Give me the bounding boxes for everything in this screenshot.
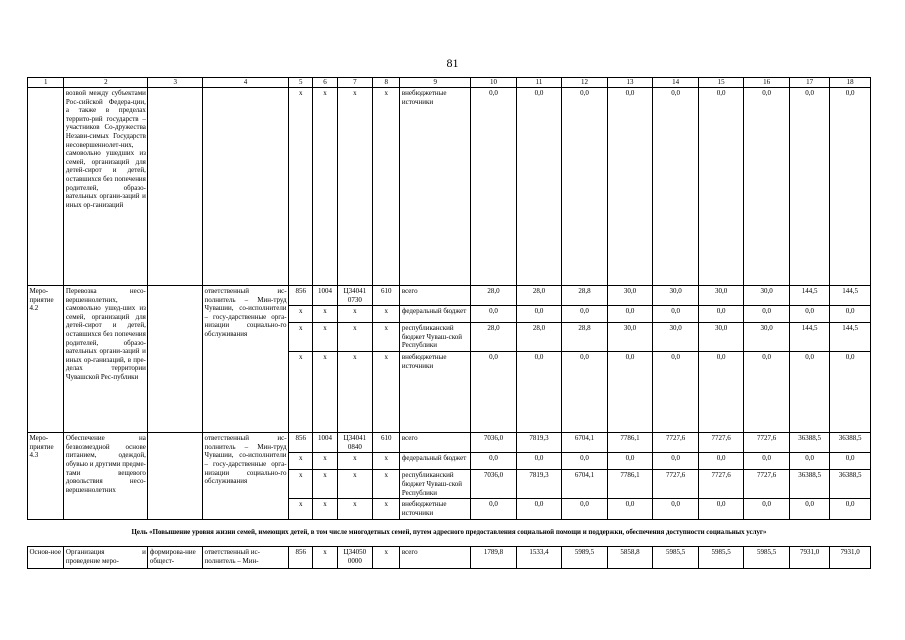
amount-cell: 28,0 <box>471 323 517 352</box>
amount-cell: 0,0 <box>516 306 562 323</box>
amount-cell: 0,0 <box>562 352 608 433</box>
code-cell: 610 <box>373 286 400 306</box>
amount-cell: 0,0 <box>607 88 653 286</box>
amount-cell: 144,5 <box>789 286 829 306</box>
table-cell <box>148 88 203 286</box>
amount-cell: 0,0 <box>698 453 744 470</box>
code-cell: 1004 <box>313 286 337 306</box>
code-cell: х <box>313 470 337 499</box>
code-cell: х <box>337 352 372 433</box>
amount-cell: 28,8 <box>562 286 608 306</box>
amount-cell: 0,0 <box>653 88 699 286</box>
amount-cell: 7727,6 <box>653 470 699 499</box>
column-header: 10 <box>471 78 517 88</box>
amount-cell: 0,0 <box>471 88 517 286</box>
amount-cell: 0,0 <box>830 88 871 286</box>
code-cell: 1004 <box>313 433 337 453</box>
code-cell: х <box>289 88 313 286</box>
amount-cell: 0,0 <box>830 306 871 323</box>
amount-cell: 0,0 <box>698 306 744 323</box>
code-cell: х <box>313 323 337 352</box>
amount-cell: 36388,5 <box>830 470 871 499</box>
amount-cell: 0,0 <box>471 453 517 470</box>
column-header: 14 <box>653 78 699 88</box>
amount-cell: 144,5 <box>789 323 829 352</box>
measure-title: Организация и проведение меро- <box>64 547 148 569</box>
executor-cell <box>203 88 289 286</box>
measure-title: Перевозка несо-вершеннолетних, самовольно ушед-ших из семей, организаций для детей-сирот и детей, оставшихся без попечения родителей, образо-вательных органи-заций и иных ор-ганизаций, в пре-делах территории Чувашской Рес-публики <box>64 286 148 433</box>
code-cell: х <box>373 352 400 433</box>
column-header: 18 <box>830 78 871 88</box>
amount-cell: 30,0 <box>744 323 790 352</box>
measure-label: Меро-приятие 4.2 <box>28 286 64 433</box>
table-row <box>28 547 871 569</box>
amount-cell: 5985,5 <box>698 547 744 569</box>
code-cell: х <box>289 499 313 519</box>
funding-source: федеральный бюджет <box>400 453 471 470</box>
amount-cell: 0,0 <box>698 499 744 519</box>
amount-cell: 0,0 <box>471 352 517 433</box>
amount-cell: 0,0 <box>607 306 653 323</box>
code-cell: 856 <box>289 547 313 569</box>
code-cell: х <box>313 499 337 519</box>
amount-cell: 30,0 <box>698 286 744 306</box>
amount-cell: 0,0 <box>744 306 790 323</box>
amount-cell: 7931,0 <box>789 547 829 569</box>
measure-label: Основ-ное <box>28 547 64 569</box>
code-cell: х <box>289 323 313 352</box>
amount-cell: 7931,0 <box>830 547 871 569</box>
amount-cell: 5985,5 <box>744 547 790 569</box>
amount-cell: 0,0 <box>653 306 699 323</box>
amount-cell: 0,0 <box>744 499 790 519</box>
column-header: 12 <box>562 78 608 88</box>
column-header: 8 <box>373 78 400 88</box>
amount-cell: 0,0 <box>830 453 871 470</box>
amount-cell: 0,0 <box>789 499 829 519</box>
code-cell: х <box>373 88 400 286</box>
code-cell: х <box>313 453 337 470</box>
measure-title: возвой между субъектами Рос-сийской Федера-ции, а также в пределах террито-рий государств – участников Со-дружества Незави-симых Государств несовершеннолет-них, самовольно ушедших из семей, организаций для детей-сирот и детей, оставшихся без попечения родителей, образо-вательных органи-заций и иных ор-ганизаций <box>64 88 148 286</box>
column-header: 9 <box>400 78 471 88</box>
amount-cell: 0,0 <box>653 453 699 470</box>
amount-cell: 0,0 <box>789 352 829 433</box>
goal-heading: Цель «Повышение уровня жизни семей, имеющих детей, в том числе многодетных семей, путем адресного предоставления социальной помощи и поддержки, обеспечения доступности социальных услуг» <box>28 519 871 547</box>
column-header: 3 <box>148 78 203 88</box>
amount-cell: 144,5 <box>830 323 871 352</box>
amount-cell: 36388,5 <box>830 433 871 453</box>
code-cell: 856 <box>289 286 313 306</box>
code-cell: х <box>337 470 372 499</box>
amount-cell: 144,5 <box>830 286 871 306</box>
amount-cell: 0,0 <box>789 453 829 470</box>
funding-source: внебюджетные источники <box>400 352 471 433</box>
amount-cell: 28,8 <box>562 323 608 352</box>
amount-cell: 36388,5 <box>789 433 829 453</box>
goal-row <box>28 519 871 547</box>
funding-source: республиканский бюджет Чуваш-ской Республики <box>400 323 471 352</box>
code-cell: х <box>373 306 400 323</box>
page-number: 81 <box>446 56 459 70</box>
funding-source: внебюджетные источники <box>400 88 471 286</box>
code-cell: х <box>289 352 313 433</box>
column-header: 4 <box>203 78 289 88</box>
column-header: 15 <box>698 78 744 88</box>
column-header: 1 <box>28 78 64 88</box>
code-cell: х <box>373 470 400 499</box>
code-cell: х <box>373 547 400 569</box>
code-cell: Ц34041 0840 <box>337 433 372 453</box>
code-cell: х <box>337 306 372 323</box>
amount-cell: 0,0 <box>607 453 653 470</box>
funding-source: внебюджетные источники <box>400 499 471 519</box>
amount-cell: 0,0 <box>562 88 608 286</box>
amount-cell: 0,0 <box>562 453 608 470</box>
code-cell: х <box>289 453 313 470</box>
amount-cell: 0,0 <box>516 453 562 470</box>
code-cell: х <box>313 352 337 433</box>
funding-source: всего <box>400 547 471 569</box>
column-header: 2 <box>64 78 148 88</box>
table-cell <box>148 286 203 433</box>
table-cell <box>148 433 203 519</box>
code-cell: х <box>313 306 337 323</box>
amount-cell: 7727,6 <box>698 470 744 499</box>
amount-cell: 7819,3 <box>516 433 562 453</box>
executor-cell: ответственный ис-полнитель – Мин-труд Чувашии, со-исполнители – госу-дарственные орга-низации социально-го обслуживания <box>203 286 289 433</box>
executor-cell: ответственный ис-полнитель – Мин- <box>203 547 289 569</box>
table-cell: формирова-ние общест- <box>148 547 203 569</box>
amount-cell: 7727,6 <box>653 433 699 453</box>
amount-cell: 28,0 <box>516 323 562 352</box>
code-cell: х <box>313 88 337 286</box>
amount-cell: 28,0 <box>471 286 517 306</box>
column-header: 11 <box>516 78 562 88</box>
table-row <box>28 433 871 453</box>
code-cell: 610 <box>373 433 400 453</box>
amount-cell: 0,0 <box>516 88 562 286</box>
executor-cell: ответственный ис-полнитель – Мин-труд Чувашии, со-исполнители – госу-дарственные орга-низации социально-го обслуживания <box>203 433 289 519</box>
amount-cell: 0,0 <box>516 352 562 433</box>
amount-cell: 0,0 <box>562 499 608 519</box>
amount-cell: 5985,5 <box>653 547 699 569</box>
funding-source: всего <box>400 433 471 453</box>
funding-source: федеральный бюджет <box>400 306 471 323</box>
amount-cell: 0,0 <box>830 499 871 519</box>
amount-cell: 0,0 <box>744 453 790 470</box>
amount-cell: 0,0 <box>698 352 744 433</box>
column-header: 16 <box>744 78 790 88</box>
amount-cell: 7786,1 <box>607 433 653 453</box>
code-cell: х <box>337 323 372 352</box>
column-header: 5 <box>289 78 313 88</box>
amount-cell: 30,0 <box>653 323 699 352</box>
amount-cell: 7727,6 <box>744 470 790 499</box>
code-cell: Ц34041 0730 <box>337 286 372 306</box>
amount-cell: 30,0 <box>607 323 653 352</box>
amount-cell: 6704,1 <box>562 433 608 453</box>
amount-cell: 0,0 <box>471 499 517 519</box>
amount-cell: 7036,0 <box>471 433 517 453</box>
amount-cell: 0,0 <box>653 352 699 433</box>
code-cell: х <box>313 547 337 569</box>
code-cell: х <box>373 499 400 519</box>
code-cell: х <box>337 88 372 286</box>
amount-cell: 30,0 <box>607 286 653 306</box>
code-cell: х <box>337 453 372 470</box>
amount-cell: 1533,4 <box>516 547 562 569</box>
amount-cell: 0,0 <box>789 306 829 323</box>
code-cell: х <box>289 306 313 323</box>
amount-cell: 30,0 <box>653 286 699 306</box>
amount-cell: 0,0 <box>744 88 790 286</box>
amount-cell: 6704,1 <box>562 470 608 499</box>
amount-cell: 7036,0 <box>471 470 517 499</box>
amount-cell: 7786,1 <box>607 470 653 499</box>
amount-cell: 0,0 <box>516 499 562 519</box>
amount-cell: 30,0 <box>698 323 744 352</box>
code-cell: 856 <box>289 433 313 453</box>
measure-label: Меро-приятие 4.3 <box>28 433 64 519</box>
code-cell: х <box>337 499 372 519</box>
budget-table <box>27 77 871 569</box>
table-row <box>28 88 871 286</box>
amount-cell: 7727,6 <box>698 433 744 453</box>
amount-cell: 28,0 <box>516 286 562 306</box>
amount-cell: 5989,5 <box>562 547 608 569</box>
code-cell: х <box>373 323 400 352</box>
amount-cell: 30,0 <box>744 286 790 306</box>
column-header: 13 <box>607 78 653 88</box>
funding-source: всего <box>400 286 471 306</box>
amount-cell: 5858,8 <box>607 547 653 569</box>
amount-cell: 0,0 <box>607 499 653 519</box>
amount-cell: 0,0 <box>744 352 790 433</box>
table-row <box>28 286 871 306</box>
amount-cell: 7727,6 <box>744 433 790 453</box>
code-cell: Ц34050 0000 <box>337 547 372 569</box>
column-header: 7 <box>337 78 372 88</box>
amount-cell: 7819,3 <box>516 470 562 499</box>
amount-cell: 0,0 <box>562 306 608 323</box>
code-cell: х <box>373 453 400 470</box>
measure-title: Обеспечение на безвозмездной основе питанием, одеждой, обувью и другими предме-тами вещевого довольствия несо-вершеннолетних <box>64 433 148 519</box>
measure-label <box>28 88 64 286</box>
amount-cell: 0,0 <box>653 499 699 519</box>
amount-cell: 36388,5 <box>789 470 829 499</box>
code-cell: х <box>289 470 313 499</box>
amount-cell: 1789,8 <box>471 547 517 569</box>
column-header: 17 <box>789 78 829 88</box>
column-header: 6 <box>313 78 337 88</box>
funding-source: республиканский бюджет Чуваш-ской Республики <box>400 470 471 499</box>
amount-cell: 0,0 <box>830 352 871 433</box>
amount-cell: 0,0 <box>789 88 829 286</box>
header-row <box>28 78 871 88</box>
amount-cell: 0,0 <box>607 352 653 433</box>
amount-cell: 0,0 <box>698 88 744 286</box>
amount-cell: 0,0 <box>471 306 517 323</box>
